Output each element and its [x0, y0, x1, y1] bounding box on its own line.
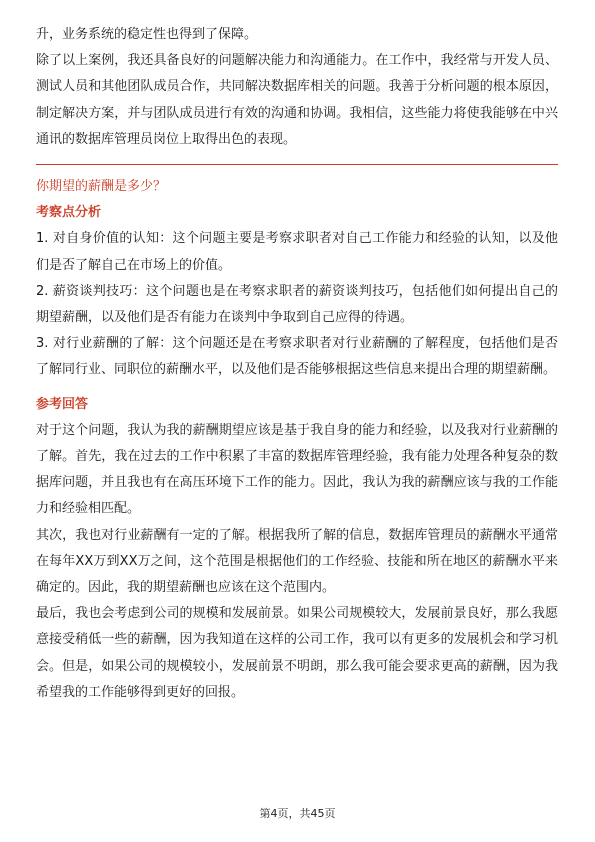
- intro-paragraph-skills: 除了以上案例，我还具备良好的问题解决能力和沟通能力。在工作中，我经常与开发人员、测试人员和其他团队成员合作，共同解决数据库相关的问题。我善于分析问题的根本原因，制定解决方案，并与团队成员进行有效的沟通和协调。我相信，这些能力将使我能够在中兴通讯的数据库管理员岗位上取得出色的表现。: [36, 53, 558, 147]
- page-number-footer: 第4页，共45页: [259, 807, 336, 820]
- answer-paragraph-3: 最后，我也会考虑到公司的规模和发展前景。如果公司规模较大，发展前景良好，那么我愿意接受稍低一些的薪酬，因为我知道在这样的公司工作，我可以有更多的发展机会和学习机会。但是，如果公司的规模较小，发展前景不明朗，那么我可能会要求更高的薪酬，因为我希望我的工作能够得到更好的回报。: [36, 606, 558, 700]
- section-divider: [36, 164, 558, 165]
- intro-paragraph-continuation: 升，业务系统的稳定性也得到了保障。: [36, 27, 258, 42]
- interview-question: 你期望的薪酬是多少？: [36, 179, 167, 195]
- analysis-point-1: 1. 对自身价值的认知：这个问题主要是考察求职者对自己工作能力和经验的认知，以及他们是否了解自己在市场上的价值。: [36, 231, 558, 273]
- document-page: [36, 22, 558, 706]
- answer-paragraph-1: 对于这个问题，我认为我的薪酬期望应该是基于我自身的能力和经验，以及我对行业薪酬的了解。首先，我在过去的工作中积累了丰富的数据库管理经验，我有能力处理各种复杂的数据库问题，并且我也有在高压环境下工作的能力。因此，我认为我的薪酬应该与我的工作能力和经验相匹配。: [36, 422, 558, 517]
- analysis-point-3: 3. 对行业薪酬的了解：这个问题还是在考察求职者对行业薪酬的了解程度，包括他们是否了解同行业、同职位的薪酬水平，以及他们是否能够根据这些信息来提出合理的期望薪酬。: [36, 336, 558, 378]
- answer-section-title: 参考回答: [36, 396, 89, 412]
- answer-paragraph-2: 其次，我也对行业薪酬有一定的了解。根据我所了解的信息，数据库管理员的薪酬水平通常在每年XX万到XX万之间，这个范围是根据他们的工作经验、技能和所在地区的薪酬水平来确定的。因此，我的期望薪酬也应该在这个范围内。: [36, 527, 558, 596]
- analysis-point-2: 2. 薪资谈判技巧：这个问题也是在考察求职者的薪资谈判技巧，包括他们如何提出自己的期望薪酬，以及他们是否有能力在谈判中争取到自己应得的待遇。: [36, 283, 558, 326]
- analysis-section-title: 考察点分析: [36, 205, 102, 221]
